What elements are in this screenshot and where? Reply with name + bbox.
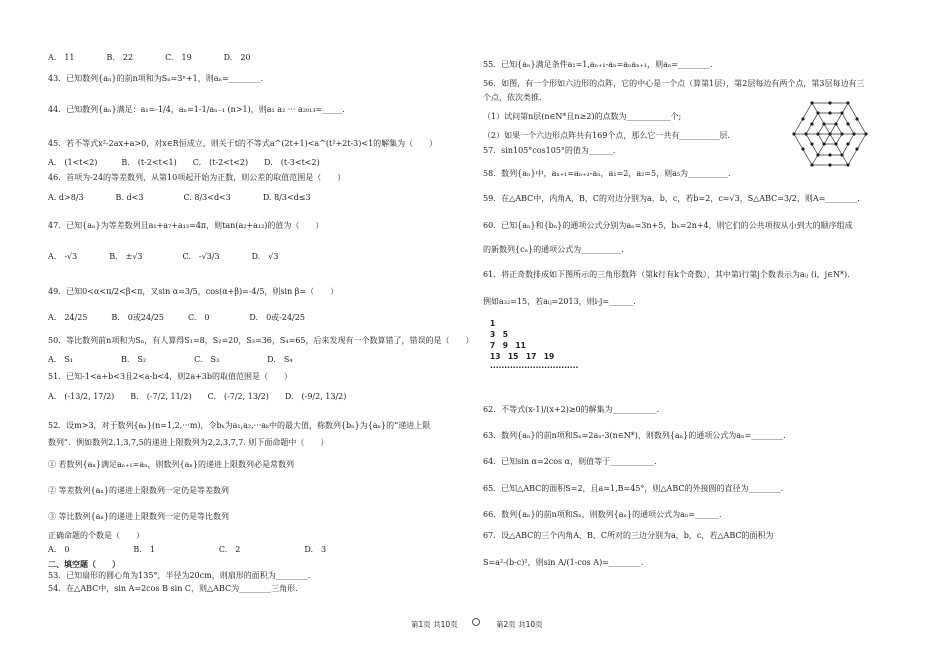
question-61-example: 例如a₃₂=15，若aᵢⱼ=2013，则i-j=______. <box>483 297 636 306</box>
question-63: 63．数列{aₙ}的前n项和Sₙ=2aₙ-3(n∈N*)，则数列{aₙ}的通项公式为aₙ=________. <box>483 431 786 440</box>
question-56-part2: （2）如果一个六边形点阵共有169个点，那么它一共有__________层. <box>483 131 730 140</box>
q50-options: A. S₁ B. S₂ C. S₃ D. S₄ <box>48 355 293 364</box>
q51-options: A. (-13/2, 17/2) B. (-7/2, 11/2) C. (-7/2, 13/2) D. (-9/2, 13/2) <box>48 392 347 401</box>
question-47: 47．已知{aₙ}为等差数列且a₁+a₇+a₁₃=4π，则tan(a₂+a₁₂)的值为（ ） <box>48 221 324 230</box>
question-56-part1: （1）试问第n层(n∈N*且n≥2)的点数为___________个; <box>483 112 682 121</box>
question-49: 49．已知0<α<π/2<β<π，又sin α=3/5，cos(α+β)=-4/5，则sin β=（ ） <box>48 287 339 296</box>
question-44: 44．已知数列{aₙ}满足：a₁=-1/4，aₙ=1-1/aₙ₋₁ (n>1)，则a₁ a₂ ··· a₂₀₁₃=_____. <box>48 105 345 114</box>
question-67: 67．设△ABC的三个内角A、B、C所对的三边分别为a，b，c，若△ABC的面积为 <box>483 531 774 540</box>
page-number-1: 第1页 共10页 <box>411 620 458 629</box>
question-52-cont: 数列”．例如数列2,1,3,7,5的递进上限数列为2,2,3,7,7. 则下面命题中（ ） <box>48 438 329 447</box>
question-60-cont: 的新数列{cₙ}的通项公式为__________. <box>483 245 624 254</box>
q52-options: A. 0 B. 1 C. 2 D. 3 <box>48 545 327 554</box>
triangle-row-3: 7 9 11 <box>490 341 526 350</box>
question-57: 57．sin105°cos105°的值为______. <box>483 146 616 155</box>
proposition-1: ① 若数列{aₙ}满足aₙ₊₁=aₙ，则数列{aₙ}的递进上限数列必是常数列 <box>48 460 294 469</box>
question-45: 45．若不等式x²-2ax+a>0，对x∈R恒成立，则关于t的不等式a^(2t+1)<a^(t²+2t-3)<1的解集为（ ） <box>48 139 438 148</box>
proposition-2: ② 等差数列{aₙ}的递进上限数列一定仍是等差数列 <box>48 486 229 495</box>
question-55: 55．已知{aₙ}满足条件a₁=1,aₙ₊₁-aₙ=aₙaₙ₊₁，则aₙ=________. <box>483 60 713 69</box>
question-62: 62．不等式(x-1)/(x+2)≥0的解集为___________. <box>483 405 660 414</box>
question-54: 54．在△ABC中，sin A=2cos B sin C，则△ABC为________三角形. <box>48 584 298 593</box>
question-50: 50．等比数列前n项和为Sₙ，有人算得S₁=8，S₂=20，S₃=36，S₄=65，后来发现有一个数算错了，错误的是（ ） <box>48 336 474 345</box>
question-52-ask: 正确命题的个数是（ ） <box>48 531 144 540</box>
question-60: 60．已知{aₙ}和{bₙ}的通项公式分别为aₙ=3n+5，bₙ=2n+4，则它们的公共项按从小到大的顺序组成 <box>483 221 853 230</box>
question-53: 53．已知扇形的圆心角为135°，半径为20cm，则扇形的面积为________. <box>48 571 311 580</box>
question-43: 43．已知数列{aₙ}的前n项和为Sₙ=3ⁿ+1，则aₙ=________. <box>48 74 264 83</box>
q47-options: A. -√3 B. ±√3 C. -√3/3 D. √3 <box>48 252 279 261</box>
question-56: 56．如图，有一个形如六边形的点阵，它的中心是一个点（算第1层），第2层每边有两个点，第3层每边有三 <box>483 79 865 88</box>
question-67-cont: S=a²-(b-c)²，则sin A/(1-cos A)=________. <box>483 558 644 567</box>
question-61: 61．将正奇数排成如下图所示的三角形数阵（第k行有k个奇数），其中第i行第j个数表示为aᵢⱼ (i，j∈N*). <box>483 270 850 279</box>
triangle-row-1: 1 <box>490 319 496 328</box>
question-65: 65．已知△ABC的面积S=2，且a=1,B=45°，则△ABC的外接圆的直径为________. <box>483 484 784 493</box>
q45-options: A. (1<t<2) B. (t-2<t<1) C. (t-2<t<2) D. (t-3<t<2) <box>48 158 320 167</box>
question-58: 58．数列{aₙ}中，aₙ₊₁=aₙ₊₂-aₙ，a₁=2，a₂=5，则a₅为__________. <box>483 169 731 178</box>
triangle-row-4: 13 15 17 19 <box>490 352 555 361</box>
circle-icon <box>472 618 480 626</box>
question-56-cont: 个点，依次类推． <box>483 93 547 102</box>
triangle-row-2: 3 5 <box>490 330 508 339</box>
triangle-continuation: ······························· <box>490 363 579 372</box>
question-64: 64．已知sin α=2cos α，则值等于___________. <box>483 457 657 466</box>
q46-options: A. d>8/3 B. d<3 C. 8/3<d<3 D. 8/3<d≤3 <box>48 193 311 202</box>
question-51: 51．已知-1<a+b<3且2<a-b<4，则2a+3b的取值范围是（ ） <box>48 372 293 381</box>
section-fill-in-heading: 二、填空题（ ） <box>48 559 120 569</box>
q49-options: A. 24/25 B. 0或24/25 C. 0 D. 0或-24/25 <box>48 313 305 322</box>
page-number-2: 第2页 共10页 <box>496 620 543 629</box>
hexagon-dot-lattice-figure <box>786 92 874 176</box>
q42-options: A. 11 B. 22 C. 19 D. 20 <box>48 53 251 62</box>
proposition-3: ③ 等比数列{aₙ}的递进上限数列一定仍是等比数列 <box>48 512 229 521</box>
question-59: 59．在△ABC中，内角A，B，C的对边分别为a，b，c，若b=2，c=√3，S△ABC=3/2，则A=________. <box>483 194 860 203</box>
question-66: 66．数列{aₙ}的前n项和Sₙ，则数列{aₙ}的通项公式为aₙ=______. <box>483 510 722 519</box>
question-52: 52．设m>3，对于数列{aₙ}(n=1,2,···m)，令bₖ为a₁,a₂,···aₖ中的最大值，称数列{bₙ}为{aₙ}的“递进上限 <box>48 421 431 430</box>
odd-number-triangle <box>490 318 578 373</box>
question-46: 46．首项为-24的等差数列，从第10项起开始为正数，则公差的取值范围是（ ） <box>48 173 346 182</box>
